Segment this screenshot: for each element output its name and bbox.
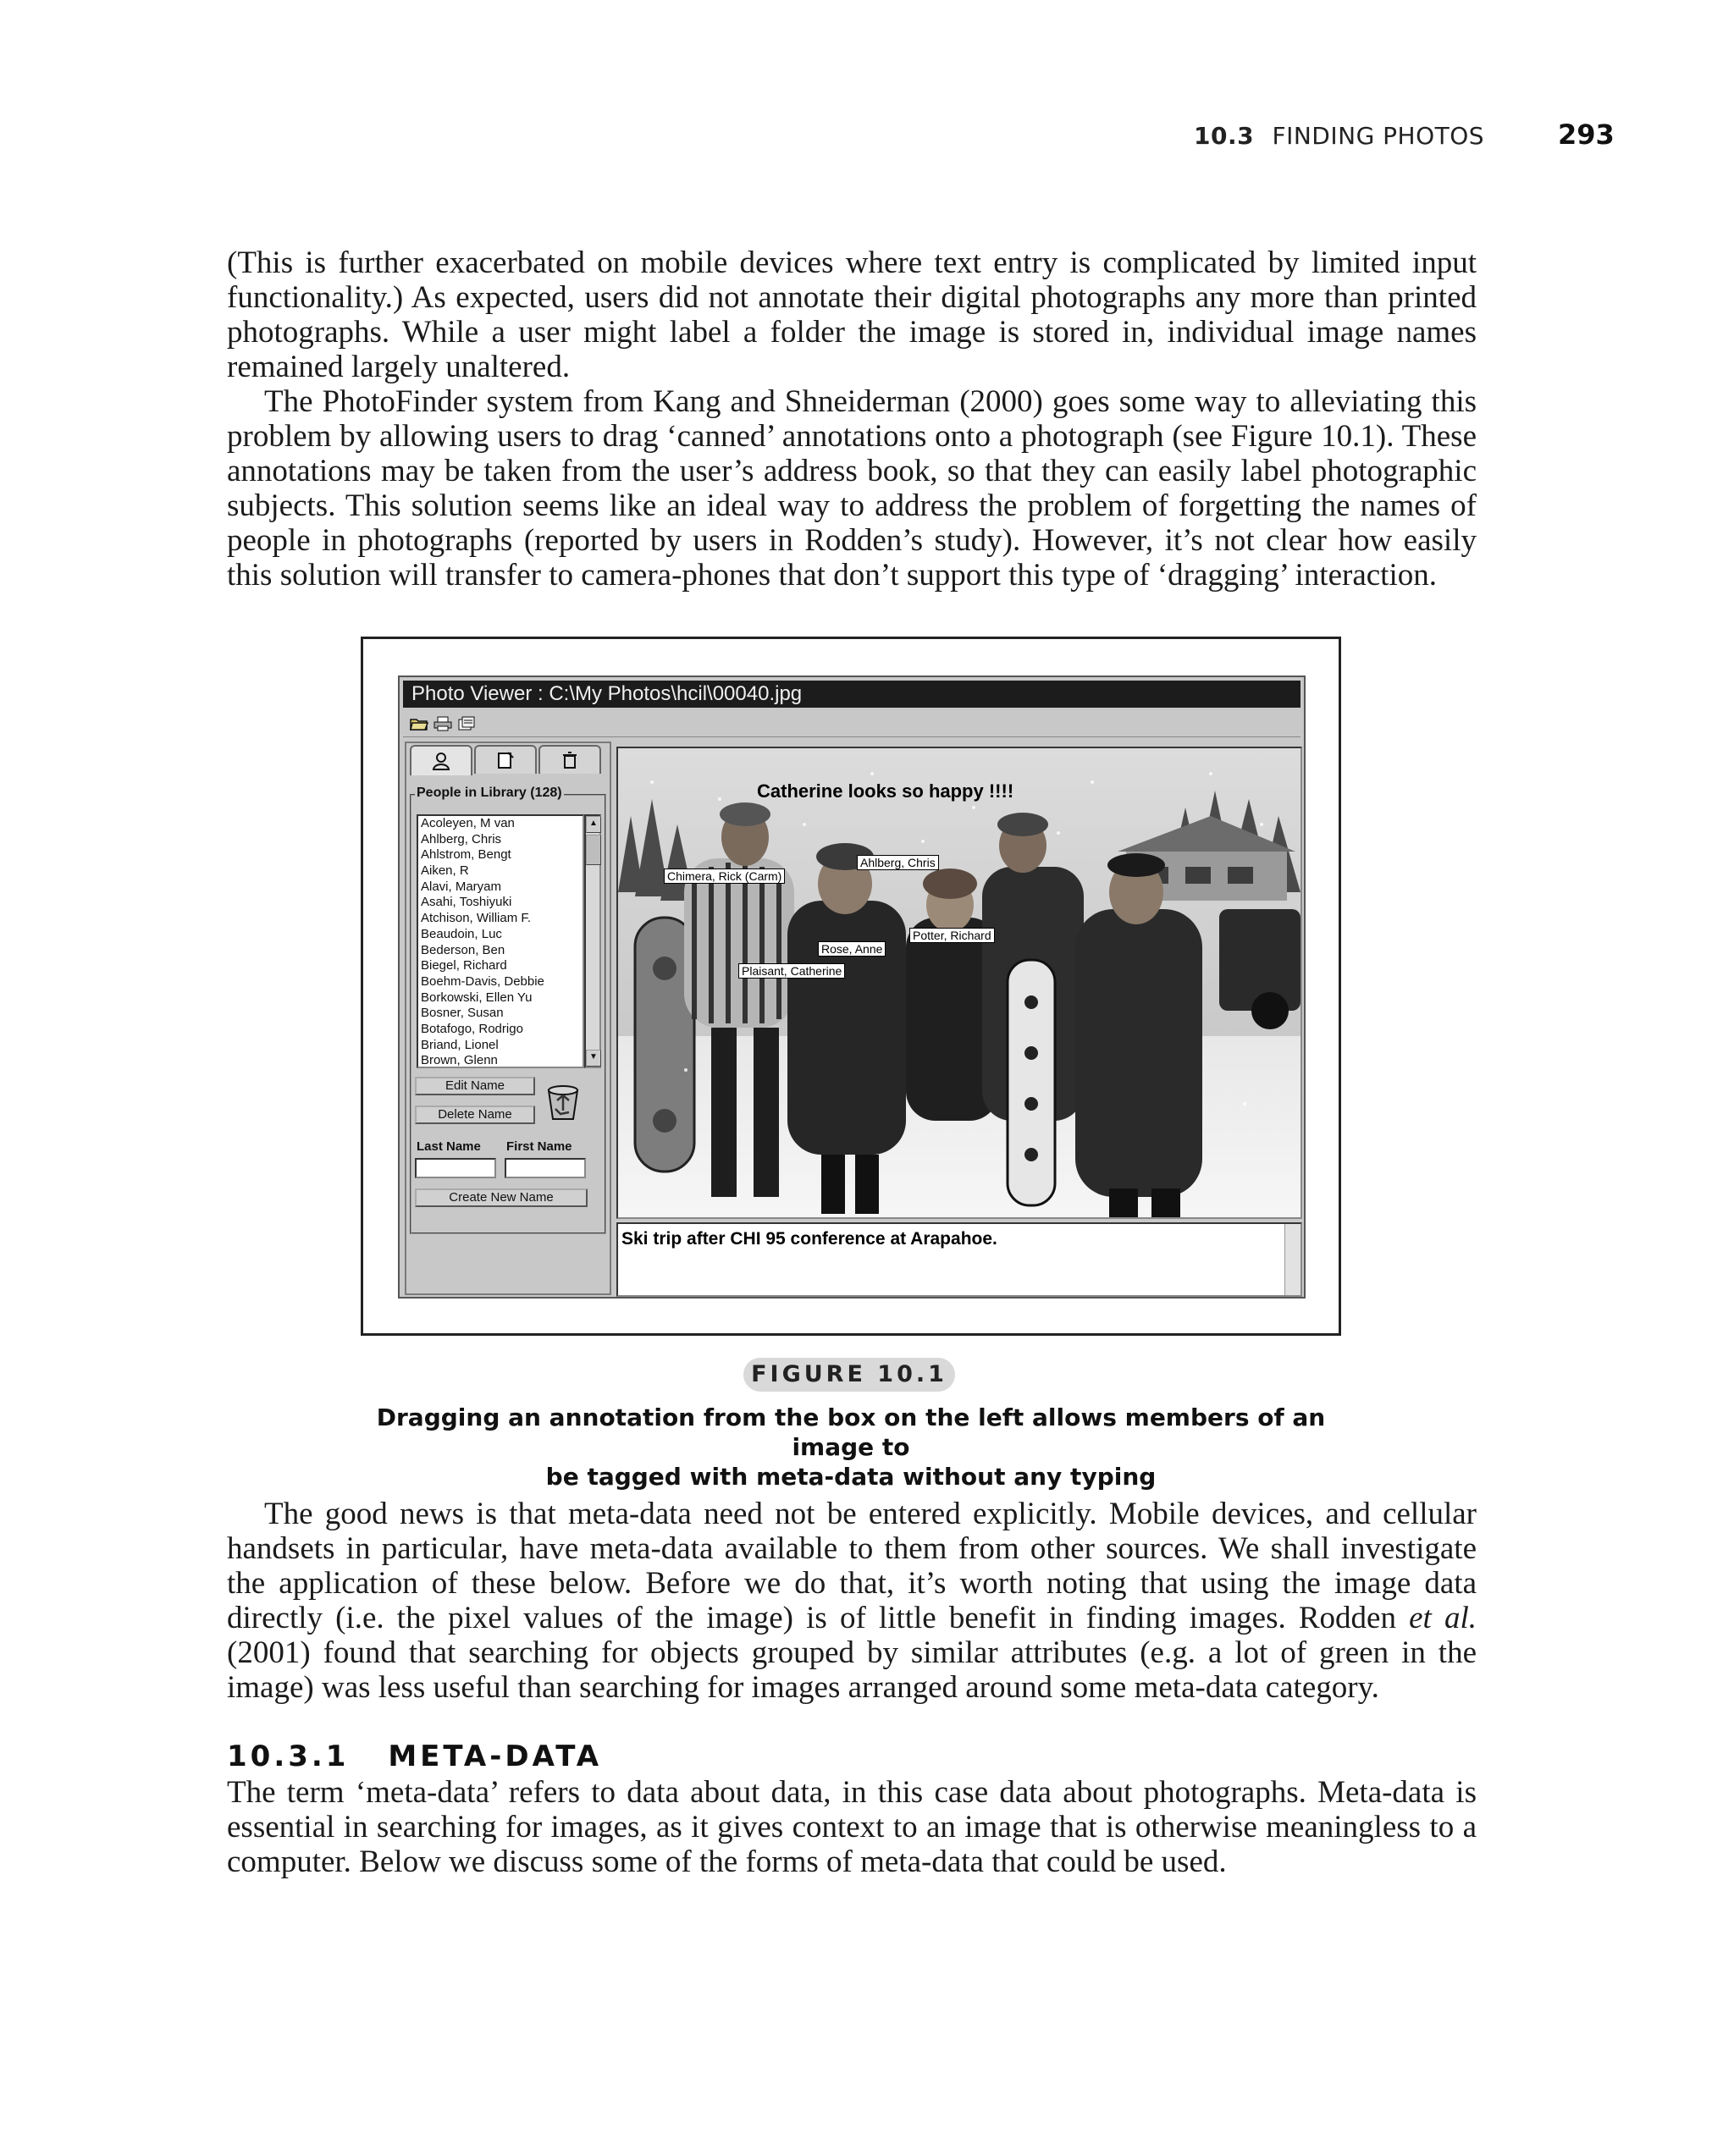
header-section-number: 10.3: [1194, 122, 1255, 150]
first-name-input[interactable]: [505, 1158, 586, 1178]
section-number: 10.3.1: [227, 1740, 350, 1773]
figure-caption: [339, 1403, 1363, 1492]
paragraph-4: The term ‘meta-data’ refers to data about data, in this case data about photographs. Meta-data is essential in searching for images, as it gives context to an image that is otherwise meaningless to a computer. Below we discuss some of the forms of meta-data that could be used.: [227, 1775, 1477, 1879]
trash-tab-icon: [561, 751, 579, 769]
tag-plaisant[interactable]: Plaisant, Catherine: [738, 963, 845, 979]
section-title: META-DATA: [388, 1740, 603, 1773]
people-list-item[interactable]: Bederson, Ben: [421, 942, 505, 957]
create-new-name-button[interactable]: Create New Name: [415, 1188, 588, 1207]
scroll-up-icon[interactable]: ▲: [586, 816, 601, 833]
section-heading: [227, 1740, 602, 1773]
photo-title: Catherine looks so happy !!!!: [757, 780, 1014, 802]
paragraph-3-italic: et al.: [1409, 1601, 1477, 1635]
people-list-item[interactable]: Atchison, William F.: [421, 911, 532, 926]
tab-notes[interactable]: [474, 745, 537, 774]
people-list-item[interactable]: Boehm-Davis, Debbie: [421, 973, 544, 989]
tag-rose[interactable]: Rose, Anne: [818, 941, 886, 957]
paragraph-3: [227, 1497, 1477, 1705]
scroll-thumb[interactable]: [586, 835, 601, 865]
people-list-item[interactable]: Alavi, Maryam: [421, 879, 502, 894]
scroll-down-icon[interactable]: ▼: [586, 1050, 601, 1067]
figure-caption-line-2: be tagged with meta-data without any typing: [545, 1463, 1157, 1491]
people-list-item[interactable]: Aiken, R: [421, 863, 469, 879]
paragraph-3-part-1: The good news is that meta-data need not be entered explicitly. Mobile devices, and cellular handsets in particular, have meta-data available to them from other sources. We shall investigate the application of these below. Before we do that, it’s worth noting that using the image data directly (i.e. the pixel values of the image) is of little benefit in finding images. Rodden: [227, 1497, 1477, 1635]
delete-name-button[interactable]: Delete Name: [415, 1106, 535, 1124]
people-list-scrollbar[interactable]: [584, 814, 601, 1068]
toolbar: [403, 713, 1300, 737]
figure-caption-line-1: Dragging an annotation from the box on the left allows members of an image to: [376, 1403, 1326, 1461]
paragraph-1: (This is further exacerbated on mobile devices where text entry is complicated by limited input functionality.) As expected, users did not annotate their digital photographs any more than printed photographs. While a user might label a folder the image is stored in, individual image names remained largely unaltered.: [227, 245, 1477, 384]
tag-chimera[interactable]: Chimera, Rick (Carm): [664, 868, 785, 884]
people-list-item[interactable]: Acoleyen, M van: [421, 816, 515, 830]
tab-people[interactable]: [410, 745, 472, 775]
photo-caption-text: Ski trip after CHI 95 conference at Arapahoe.: [621, 1229, 997, 1249]
recycle-bin-icon[interactable]: [542, 1080, 584, 1127]
open-folder-icon[interactable]: [408, 714, 430, 733]
window-title-bar[interactable]: Photo Viewer : C:\My Photos\hcil\00040.jpg: [403, 681, 1300, 708]
running-header: [1194, 122, 1484, 150]
people-list-item[interactable]: Ahlstrom, Bengt: [421, 847, 511, 863]
note-tab-icon: [496, 751, 515, 769]
photo-viewer-window: [398, 675, 1306, 1299]
people-list-item[interactable]: Botafogo, Rodrigo: [421, 1021, 523, 1036]
last-name-input[interactable]: [415, 1158, 496, 1178]
figure-label: FIGURE 10.1: [743, 1358, 955, 1392]
first-name-label: First Name: [506, 1139, 572, 1154]
left-panel: [405, 742, 611, 1295]
tag-ahlberg[interactable]: Ahlberg, Chris: [857, 855, 939, 870]
people-list[interactable]: [417, 814, 584, 1068]
tab-trash[interactable]: [538, 745, 601, 774]
photo-display[interactable]: [616, 747, 1302, 1219]
page-number: 293: [1558, 119, 1615, 151]
people-list-item[interactable]: Bosner, Susan: [421, 1006, 504, 1021]
people-list-item[interactable]: Biegel, Richard: [421, 958, 507, 973]
people-list-item[interactable]: Brown, Glenn: [421, 1053, 498, 1068]
properties-icon[interactable]: [456, 714, 478, 733]
tag-potter[interactable]: Potter, Richard: [909, 928, 995, 943]
people-list-item[interactable]: Beaudoin, Luc: [421, 926, 502, 941]
photo-caption-textarea[interactable]: [616, 1222, 1302, 1297]
people-list-item[interactable]: Briand, Lionel: [421, 1037, 499, 1052]
people-in-library-label: People in Library (128): [417, 786, 562, 800]
ski-trip-photo: [618, 748, 1300, 1217]
print-icon[interactable]: [432, 714, 454, 733]
caption-scrollbar[interactable]: [1284, 1224, 1300, 1295]
edit-name-button[interactable]: Edit Name: [415, 1077, 535, 1095]
people-list-item[interactable]: Asahi, Toshiyuki: [421, 895, 512, 910]
paragraph-2: The PhotoFinder system from Kang and Shneiderman (2000) goes some way to alleviating this problem by allowing users to drag ‘canned’ annotations onto a photograph (see Figure 10.1). These annotations may be taken from the user’s address book, so that they can easily label photographic subjects. This solution seems like an ideal way to address the problem of forgetting the names of people in photographs (reported by users in Rodden’s study). However, it’s not clear how easily this solution will transfer to camera-phones that don’t support this type of ‘dragging’ interaction.: [227, 384, 1477, 593]
last-name-label: Last Name: [417, 1139, 481, 1154]
person-tab-icon: [432, 752, 450, 770]
people-list-item[interactable]: Borkowski, Ellen Yu: [421, 990, 533, 1005]
people-list-item[interactable]: Ahlberg, Chris: [421, 831, 502, 846]
paragraph-3-part-2: (2001) found that searching for objects grouped by similar attributes (e.g. a lot of green in the image) was less useful than searching for images arranged around some meta-data category.: [227, 1635, 1477, 1705]
header-section-title: FINDING PHOTOS: [1272, 122, 1485, 150]
